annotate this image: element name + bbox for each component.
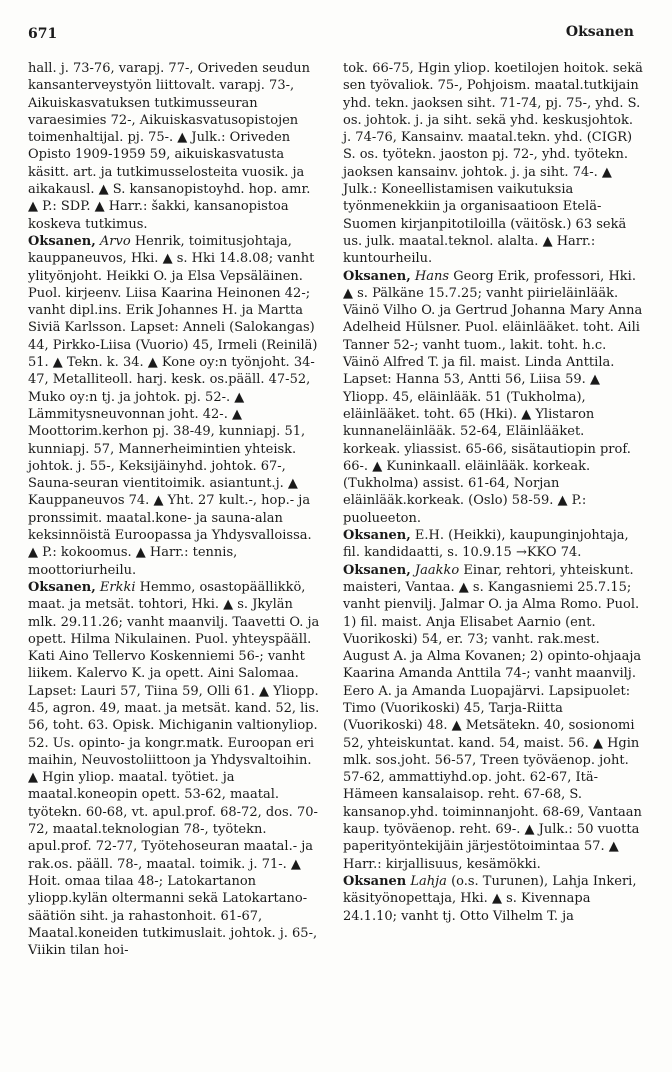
biography-entry (343, 268, 643, 527)
entry-given-name: Jaakko (414, 562, 460, 578)
page-number: 671 (28, 26, 58, 42)
entry-given-name: Hans (414, 268, 450, 284)
right-column (343, 60, 643, 925)
entry-continuation (28, 60, 324, 233)
running-head: Oksanen (565, 24, 634, 40)
entry-text: hall. j. 73-76, varapj. 77-, Oriveden seudun kansanterveystyön liittovalt. varapj. 73-, Aikuiskasvatuksen tutkimusseuran varaesimies 72-, Aikuiskasvatusopistojen toimenhaltijal. pj. 75-. ▲ Julk.: Oriveden Opisto 1909-1959 59, aikuiskasvatusta käsitt. art. ja tutkimusselosteita vuosik. ja aikakausl. ▲ S. kansanopistoyhd. hop. amr. ▲ P.: SDP. ▲ Harr.: šakki, kansanopistoa koskeva tutkimus. (28, 61, 311, 232)
entry-text: E.H. (Heikki), kaupunginjohtaja, fil. kandidaatti, s. 10.9.15 →KKO 74. (343, 528, 629, 561)
entry-text: Einar, rehtori, yhteiskunt. maisteri, Vantaa. ▲ s. Kangasniemi 25.7.15; vanht pienvilj. Jalmar O. ja Alma Romo. Puol. 1) fil. maist. Anja Elisabet Aarnio (ent. Vuorikoski) 54, er. 73; vanht. rak.mest. August A. ja Alma Kovanen; 2) opinto-ohjaaja Kaarina Amanda Anttila 74-; vanht maanvilj. Eero A. ja Amanda Luopajärvi. Lapsipuolet: Timo (Vuorikoski) 45, Tarja-Riitta (Vuorikoski) 48. ▲ Metsätekn. 40, sosionomi 52, yhteiskuntat. kand. 54, maist. 56. ▲ Hgin mlk. sos.joht. 56-57, Treen työväenop. joht. 57-62, ammattiyhd.op. joht. 62-67, Itä-Hämeen kansalaisop. reht. 67-68, S. kansanop.yhd. toiminnanjoht. 68-69, Vantaan kaup. työväenop. reht. 69-. ▲ Julk.: 50 vuotta paperityöntekijäin järjestötoimintaa 57. ▲ Harr.: kirjallisuus, kesämökki. (343, 562, 642, 872)
entry-surname: Oksanen, (343, 528, 411, 544)
biography-entry (28, 233, 324, 579)
biography-entry (343, 527, 643, 562)
entry-given-name: Arvo (99, 233, 131, 249)
entry-text: tok. 66-75, Hgin yliop. koetilojen hoitok. sekä sen työvaliok. 75-, Pohjoism. maatal.tutkijain yhd. tekn. jaoksen siht. 71-74, pj. 75-, yhd. S. os. johtok. j. ja siht. sekä yhd. keskusjohtok. j. 74-76, Kansainv. maatal.tekn. yhd. (CIGR) S. os. työtekn. jaoston pj. 72-, yhd. työtekn. jaoksen kansainv. johtok. j. ja siht. 74-. ▲ Julk.: Koneellistamisen vaikutuksia työnmenekkiin ja organisaatioon Etelä-Suomen kirjanpitotiloilla (väitösk.) 63 sekä us. julk. maatal.teknol. alalta. ▲ Harr.: kuntourheilu. (343, 61, 643, 267)
entry-surname: Oksanen, (343, 562, 411, 578)
left-column (28, 60, 324, 959)
entry-text: Henrik, toimitusjohtaja, kauppaneuvos, Hki. ▲ s. Hki 14.8.08; vanht ylityönjoht. Heikki O. ja Elsa Vepsäläinen. Puol. kirjeenv. Liisa Kaarina Heinonen 42-; vanht dipl.ins. Erik Johannes H. ja Martta Siviä Karlsson. Lapset: Anneli (Salokangas) 44, Pirkko-Liisa (Vuorio) 45, Irmeli (Reinilä) 51. ▲ Tekn. k. 34. ▲ Kone oy:n työnjoht. 34-47, Metalliteoll. harj. kesk. os.pääll. 47-52, Muko oy:n tj. ja johtok. pj. 52-. ▲ Lämmitysneuvonnan joht. 42-. ▲ Moottorim.kerhon pj. 38-49, kunniapj. 51, kunniapj. 57, Mannerheimintien yhteisk. johtok. j. 55-, Keksijäinyhd. johtok. 67-, Sauna-seuran vientitoimik. asiantunt.j. ▲ Kauppaneuvos 74. ▲ Yht. 27 kult.-, hop.- ja pronssimit. maatal.kone- ja sauna-alan keksinnöistä Euroopassa ja Yhdysvalloissa. ▲ P.: kokoomus. ▲ Harr.: tennis, moottoriurheilu. (28, 233, 318, 578)
biography-entry (28, 579, 324, 960)
entry-surname: Oksanen (343, 873, 407, 889)
entry-surname: Oksanen, (343, 268, 411, 284)
entry-surname: Oksanen, (28, 233, 96, 249)
entry-text: (o.s. Turunen), Lahja Inkeri, käsityönopettaja, Hki. ▲ s. Kivennapa 24.1.10; vanht tj. Otto Vilhelm T. ja (343, 873, 637, 924)
biography-entry (343, 873, 643, 925)
entry-text: Hemmo, osastopäällikkö, maat. ja metsät. tohtori, Hki. ▲ s. Jkylän mlk. 29.11.26; vanht maanvilj. Taavetti O. ja opett. Hilma Nikulainen. Puol. yhteyspääll. Kati Aino Tellervo Koskenniemi 56-; vanht liikem. Kalervo K. ja opett. Aini Salomaa. Lapset: Lauri 57, Tiina 59, Olli 61. ▲ Yliopp. 45, agron. 49, maat. ja metsät. kand. 52, lis. 56, toht. 63. Opisk. Michiganin valtionyliop. 52. Us. opinto- ja kongr.matk. Euroopan eri maihin, Neuvostoliittoon ja Yhdysvaltoihin. ▲ Hgin yliop. maatal. työtiet. ja maatal.koneopin opett. 53-62, maatal. työtekn. 60-68, vt. apul.prof. 68-72, dos. 70-72, maatal.teknologian 78-, työtekn. apul.prof. 72-77, Työtehoseuran maatal.- ja rak.os. pääll. 78-, maatal. toimik. j. 71-. ▲ Hoit. omaa tilaa 48-; Latokartanon yliopp.kylän oltermanni sekä Latokartano-säätiön siht. ja rahastonhoit. 61-67, Maatal.koneiden tutkimuslait. johtok. j. 65-, Viikin tilan hoi- (28, 579, 320, 959)
entry-given-name: Erkki (99, 579, 136, 595)
entry-continuation (343, 60, 643, 268)
biography-entry (343, 562, 643, 873)
entry-surname: Oksanen, (28, 579, 96, 595)
entry-given-name: Lahja (410, 873, 447, 889)
entry-text: Georg Erik, professori, Hki. ▲ s. Pälkäne 15.7.25; vanht piirieläinlääk. Väinö Vilho O. ja Gertrud Johanna Mary Anna Adelheid Hülsner. Puol. eläinlääket. toht. Aili Tanner 52-; vanht tuom., lakit. toht. h.c. Väinö Alfred T. ja fil. maist. Linda Anttila. Lapset: Hanna 53, Antti 56, Liisa 59. ▲ Yliopp. 45, eläinlääk. 51 (Tukholma), eläinlääket. toht. 65 (Hki). ▲ Ylistaron kunnaneläinlääk. 52-64, Eläinlääket. korkeak. yliassist. 65-66, sisätautiopin prof. 66-. ▲ Kuninkaall. eläinlääk. korkeak. (Tukholma) assist. 61-64, Norjan eläinlääk.korkeak. (Oslo) 58-59. ▲ P.: puolueeton. (343, 268, 643, 526)
